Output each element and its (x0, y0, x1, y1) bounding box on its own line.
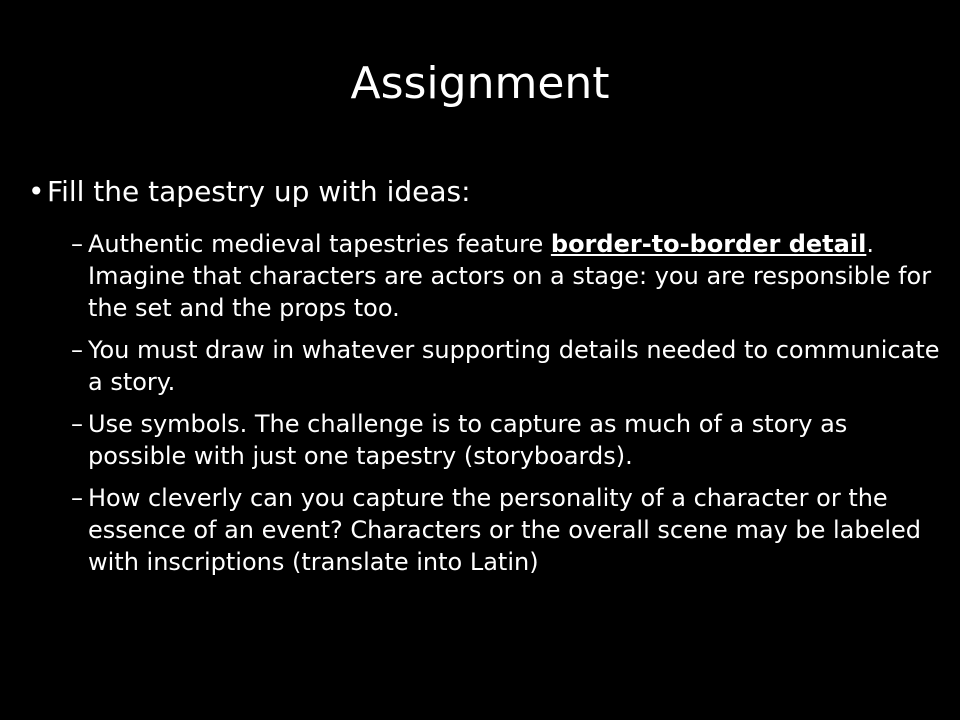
sub-bullet-item (71, 228, 951, 324)
slide-title: Assignment (350, 58, 610, 109)
dash-icon: – (71, 336, 83, 364)
sub-bullet-text: How cleverly can you capture the personality of a character or the essence of an event? Characters or the overall scene may be labeled with inscriptions (translate into Latin) (88, 484, 922, 576)
dash-icon: – (71, 484, 83, 512)
dash-icon: – (71, 410, 83, 438)
sub-bullet-text (88, 228, 948, 324)
sub-bullet-text: You must draw in whatever supporting details needed to communicate a story. (88, 336, 940, 396)
sub-bullet-text-part: . Imagine that characters are actors on a stage: you are responsible for the set and the props too. (88, 230, 932, 322)
sub-bullet-item (71, 482, 951, 578)
underlined-emphasis: border-to-border detail (550, 230, 867, 258)
bullet-dot-icon: • (28, 175, 45, 208)
sub-bullet-text: Use symbols. The challenge is to capture as much of a story as possible with just one tapestry (storyboards). (88, 410, 848, 470)
sub-bullet-item (71, 334, 951, 398)
sub-bullet-text-part: Authentic medieval tapestries feature (88, 230, 551, 258)
sub-bullet-item (71, 408, 951, 472)
dash-icon: – (71, 230, 83, 258)
sub-bullet-list (71, 228, 951, 588)
main-bullet-text: Fill the tapestry up with ideas: (47, 175, 471, 208)
